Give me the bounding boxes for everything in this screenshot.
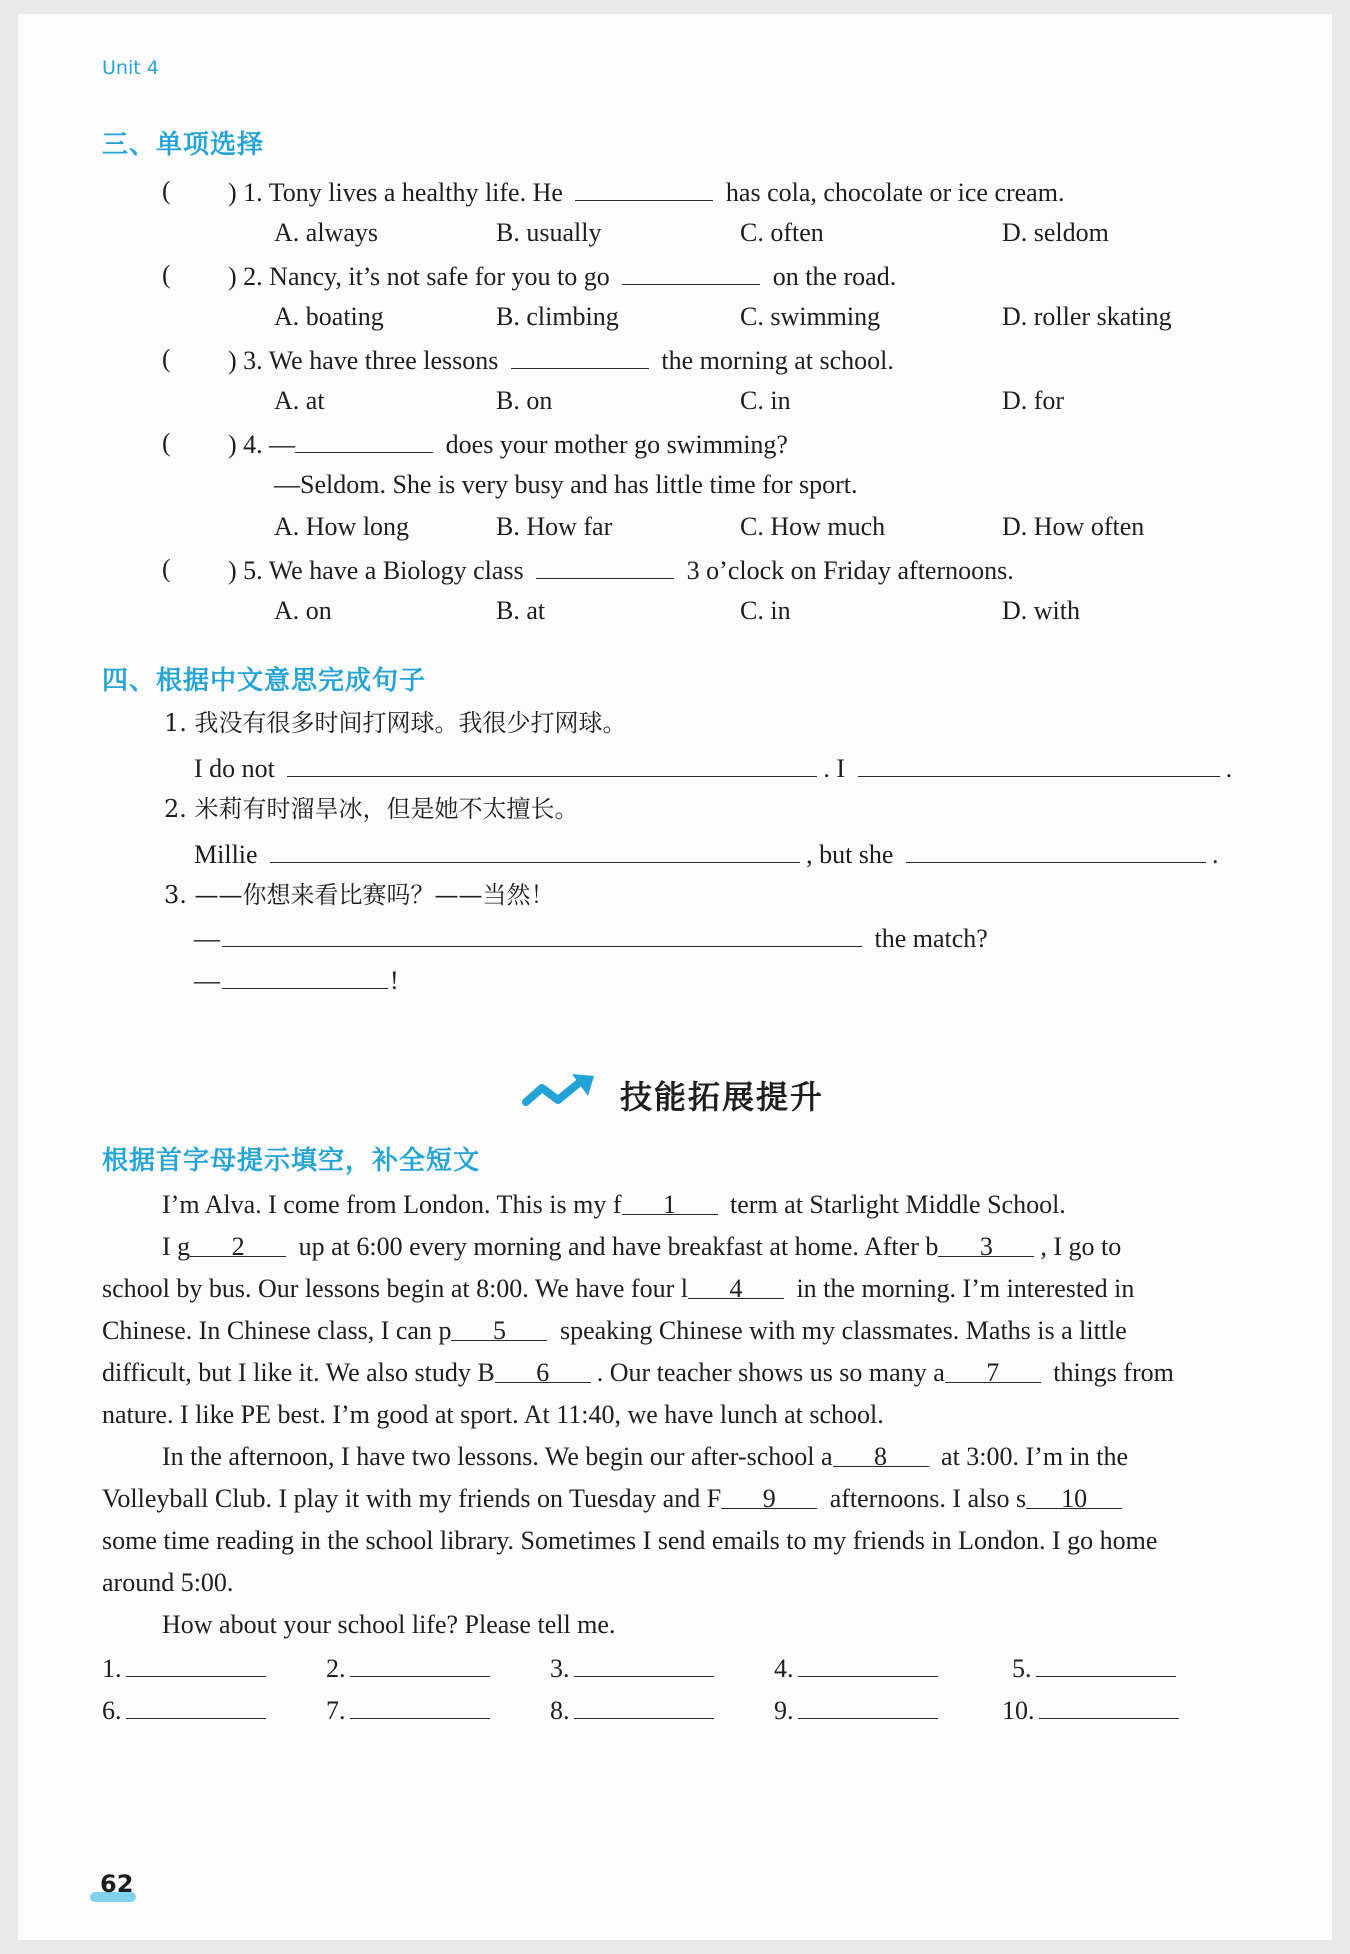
cloze-blank-6[interactable]: [495, 1358, 591, 1387]
cloze-blank-1[interactable]: [622, 1190, 718, 1219]
cloze-num-6: 6: [536, 1358, 550, 1387]
cloze-num-9: 9: [762, 1484, 776, 1513]
s4-item2-blank1[interactable]: [270, 838, 800, 863]
cloze-text: I g: [162, 1232, 191, 1261]
cloze-text: school by bus. Our lessons begin at 8:00. We have four l: [102, 1274, 688, 1303]
s4-item2-end: .: [1211, 840, 1219, 869]
q1-text-end: has cola, chocolate or ice cream.: [725, 178, 1065, 207]
q2-blank[interactable]: [622, 260, 760, 285]
q5-option-c[interactable]: C. in: [740, 596, 791, 625]
s4-item3-chinese: 3. ——你想来看比赛吗？——当然！: [164, 881, 555, 909]
s4-item2-lead: Millie: [194, 840, 258, 869]
cloze-num-5: 5: [492, 1316, 506, 1345]
answer-slot-9[interactable]: [774, 1694, 938, 1726]
section3-title: 三、单项选择: [102, 130, 265, 160]
unit-label: Unit 4: [102, 57, 159, 79]
answer-slot-1[interactable]: [102, 1652, 266, 1684]
cloze-text: speaking Chinese with my classmates. Maths is a little: [559, 1316, 1127, 1345]
answer-slot-2[interactable]: [326, 1652, 490, 1684]
s4-item3-dash: —: [194, 924, 220, 953]
s4-item2-chinese: 2. 米莉有时溜旱冰，但是她不太擅长。: [164, 795, 579, 823]
cloze-text: term at Starlight Middle School.: [730, 1190, 1066, 1219]
q4-reply: —Seldom. She is very busy and has little time for sport.: [274, 470, 858, 499]
answer-label: 2.: [326, 1654, 346, 1683]
answer-slot-6[interactable]: [102, 1694, 266, 1726]
cloze-text: , I go to: [1040, 1232, 1122, 1261]
answer-label: 5.: [1012, 1654, 1032, 1683]
q1-option-a[interactable]: A. always: [274, 218, 378, 247]
cloze-num-1: 1: [663, 1190, 677, 1219]
cloze-num-2: 2: [231, 1232, 245, 1261]
q2-option-d[interactable]: D. roller skating: [1002, 302, 1172, 331]
cloze-text: things from: [1053, 1358, 1174, 1387]
q3-text: We have three lessons: [268, 346, 499, 375]
q3-option-c[interactable]: C. in: [740, 386, 791, 415]
s4-item1-end: .: [1225, 754, 1233, 783]
q4-option-c[interactable]: C. How much: [740, 512, 886, 541]
s4-item3-exclaim: !: [390, 966, 399, 995]
cloze-num-8: 8: [874, 1442, 888, 1471]
q2-option-b[interactable]: B. climbing: [496, 302, 619, 331]
cloze-num-7: 7: [986, 1358, 1000, 1387]
q3-blank[interactable]: [511, 344, 649, 369]
cloze-text: Volleyball Club. I play it with my friends on Tuesday and F: [102, 1484, 722, 1513]
s4-item3-blank2[interactable]: [222, 964, 388, 989]
s4-item3-blank1[interactable]: [222, 922, 862, 947]
q5-number: ) 5.: [228, 556, 263, 585]
s4-item2-mid: , but she: [806, 840, 894, 869]
q2-text: Nancy, it’s not safe for you to go: [269, 262, 610, 291]
cloze-num-4: 4: [729, 1274, 743, 1303]
q2-option-c[interactable]: C. swimming: [740, 302, 881, 331]
s4-item1-blank1[interactable]: [287, 752, 817, 777]
q1-option-d[interactable]: D. seldom: [1002, 218, 1109, 247]
cloze-text: some time reading in the school library. Sometimes I send emails to my friends in London. I go home: [102, 1526, 1158, 1555]
q1-number: ) 1.: [228, 178, 263, 207]
page-number: 62: [100, 1870, 134, 1898]
q4-option-a[interactable]: A. How long: [274, 512, 410, 541]
cloze-blank-3[interactable]: [938, 1232, 1034, 1261]
s4-item1-chinese: 1. 我没有很多时间打网球。我很少打网球。: [164, 709, 627, 737]
q5-option-d[interactable]: D. with: [1002, 596, 1080, 625]
q5-text: We have a Biology class: [268, 556, 524, 585]
skills-heading: 技能拓展提升: [620, 1078, 825, 1116]
answer-label: 10.: [1002, 1696, 1035, 1725]
answer-label: 9.: [774, 1696, 794, 1725]
answer-label: 3.: [550, 1654, 570, 1683]
answer-slot-4[interactable]: [774, 1652, 938, 1684]
q3-text-end: the morning at school.: [661, 346, 894, 375]
cloze-blank-2[interactable]: [190, 1232, 286, 1261]
s4-item1-mid: . I: [823, 754, 846, 783]
q5-blank[interactable]: [536, 554, 674, 579]
cloze-text: In the afternoon, I have two lessons. We begin our after-school a: [162, 1442, 833, 1471]
q3-option-b[interactable]: B. on: [496, 386, 553, 415]
q5-option-a[interactable]: A. on: [274, 596, 332, 625]
q2-number: ) 2.: [228, 262, 263, 291]
q2-option-a[interactable]: A. boating: [274, 302, 384, 331]
cloze-title: 根据首字母提示填空，补全短文: [102, 1146, 481, 1176]
q4-number: ) 4.: [228, 430, 263, 459]
cloze-num-10: 10: [1061, 1484, 1088, 1513]
answer-label: 7.: [326, 1696, 346, 1725]
q5-option-b[interactable]: B. at: [496, 596, 546, 625]
trend-arrow-icon: [522, 1072, 598, 1112]
q4-option-b[interactable]: B. How far: [496, 512, 613, 541]
q3-option-a[interactable]: A. at: [274, 386, 325, 415]
cloze-blank-4[interactable]: [688, 1274, 784, 1303]
q1-option-c[interactable]: C. often: [740, 218, 824, 247]
q3-number: ) 3.: [228, 346, 263, 375]
s4-item1-lead: I do not: [194, 754, 275, 783]
cloze-text: I’m Alva. I come from London. This is my f: [162, 1190, 622, 1219]
answer-label: 4.: [774, 1654, 794, 1683]
cloze-text: difficult, but I like it. We also study B: [102, 1358, 495, 1387]
cloze-text: afternoons. I also s: [829, 1484, 1027, 1513]
section4-title: 四、根据中文意思完成句子: [102, 666, 427, 696]
s4-item2-blank2[interactable]: [906, 838, 1206, 863]
answer-slot-10[interactable]: [1002, 1694, 1179, 1726]
s4-item3-dash2: —: [194, 966, 220, 995]
answer-slot-7[interactable]: [326, 1694, 490, 1726]
cloze-blank-7[interactable]: [945, 1358, 1041, 1387]
q5-text-end: 3 o’clock on Friday afternoons.: [686, 556, 1014, 585]
cloze-text: nature. I like PE best. I’m good at sport. At 11:40, we have lunch at school.: [102, 1400, 884, 1429]
q4-option-d[interactable]: D. How often: [1002, 512, 1145, 541]
s4-item3-mid: the match?: [874, 924, 988, 953]
q4-blank[interactable]: [295, 428, 433, 453]
answer-slot-5[interactable]: [1012, 1652, 1176, 1684]
answer-label: 1.: [102, 1654, 122, 1683]
q2-text-end: on the road.: [772, 262, 897, 291]
cloze-blank-8[interactable]: [833, 1442, 929, 1471]
cloze-text: around 5:00.: [102, 1568, 234, 1597]
cloze-text: How about your school life? Please tell me.: [162, 1610, 616, 1639]
cloze-num-3: 3: [979, 1232, 993, 1261]
cloze-text: in the morning. I’m interested in: [796, 1274, 1135, 1303]
answer-slot-3[interactable]: [550, 1652, 714, 1684]
q1-option-b[interactable]: B. usually: [496, 218, 602, 247]
cloze-text: up at 6:00 every morning and have breakfast at home. After b: [298, 1232, 939, 1261]
q4-dash: —: [269, 430, 296, 459]
q4-text-end: does your mother go swimming?: [445, 430, 788, 459]
q1-text: Tony lives a healthy life. He: [268, 178, 563, 207]
s4-item1-blank2[interactable]: [858, 752, 1220, 777]
q1-blank[interactable]: [575, 176, 713, 201]
cloze-text: Chinese. In Chinese class, I can p: [102, 1316, 452, 1345]
cloze-text: at 3:00. I’m in the: [941, 1442, 1129, 1471]
cloze-text: . Our teacher shows us so many a: [596, 1358, 945, 1387]
q3-option-d[interactable]: D. for: [1002, 386, 1065, 415]
answer-label: 6.: [102, 1696, 122, 1725]
answer-label: 8.: [550, 1696, 570, 1725]
answer-slot-8[interactable]: [550, 1694, 714, 1726]
cloze-blank-5[interactable]: [451, 1316, 547, 1345]
cloze-blank-9[interactable]: [721, 1484, 817, 1513]
cloze-blank-10[interactable]: [1026, 1484, 1122, 1513]
